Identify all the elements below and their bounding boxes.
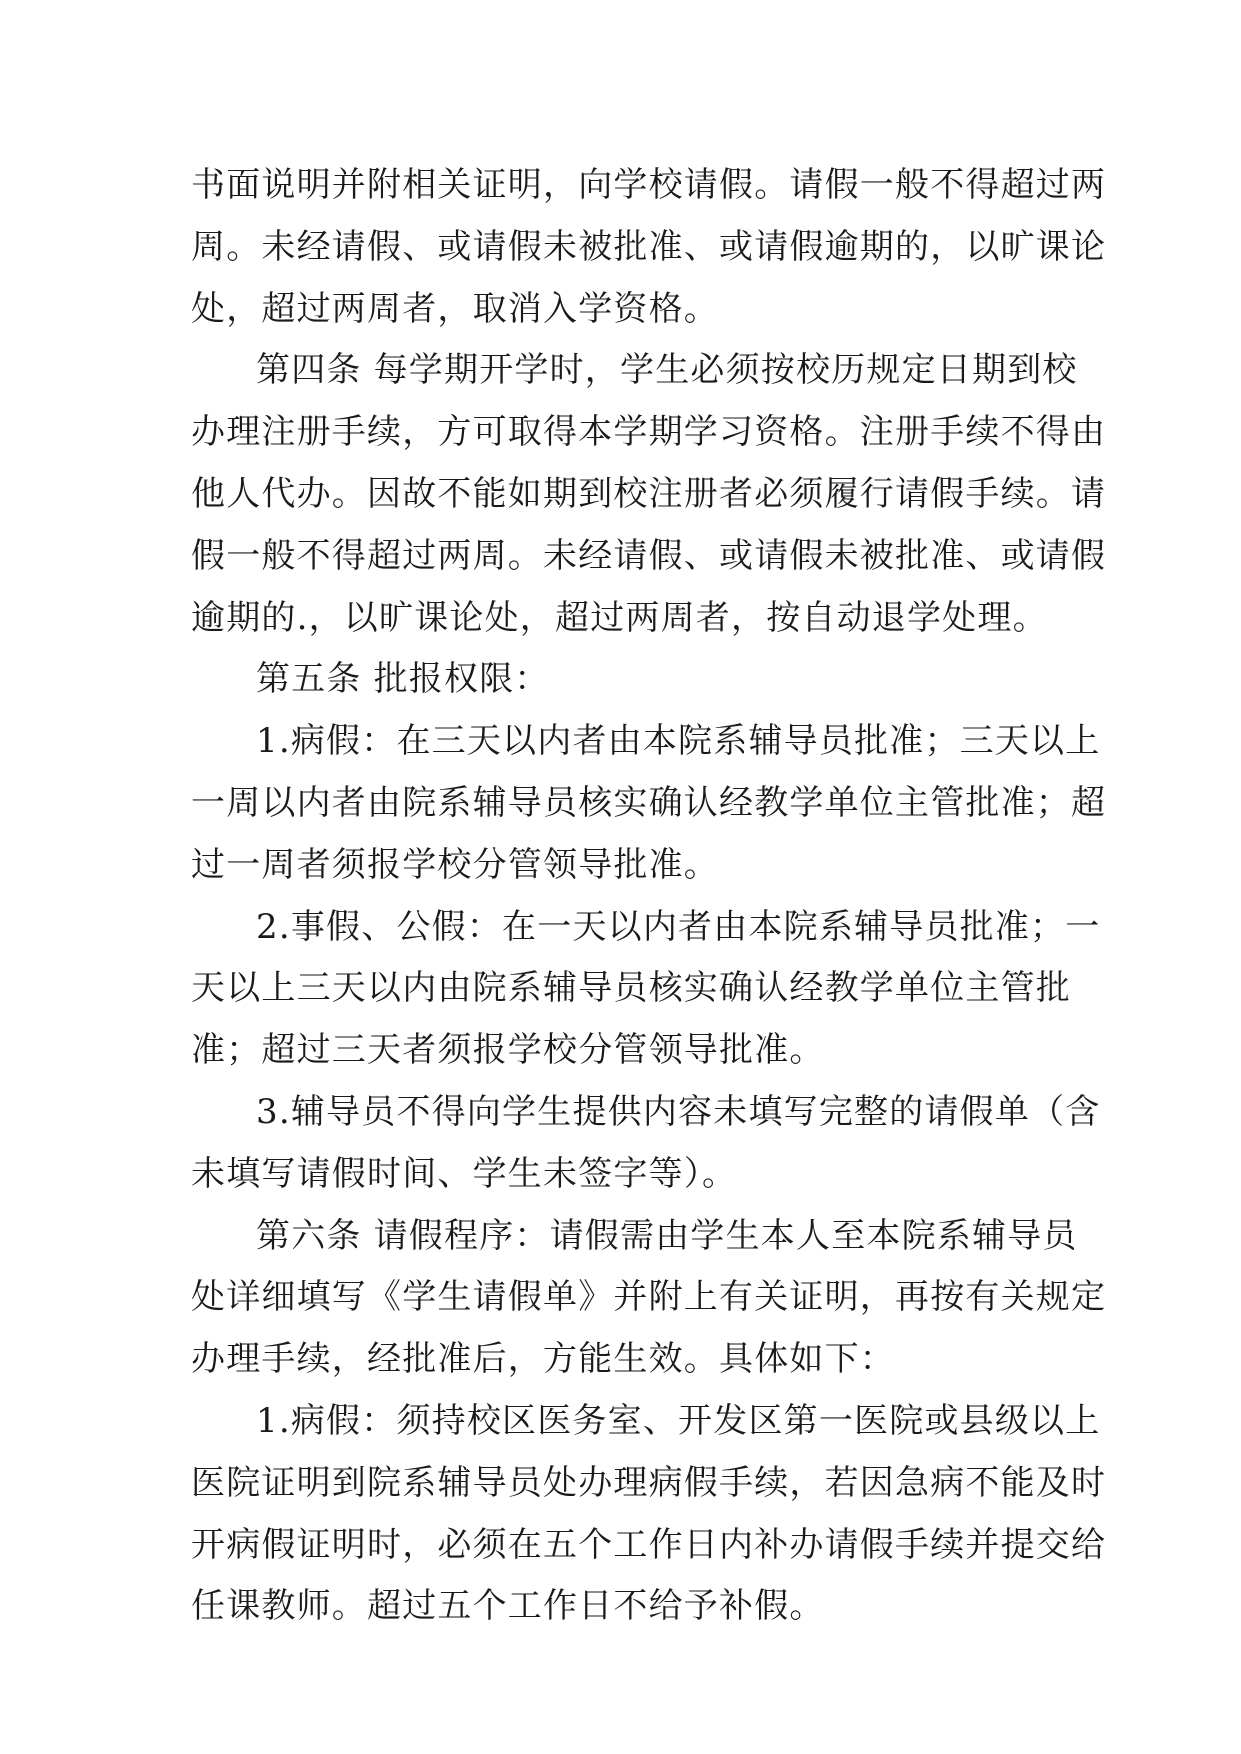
text-line: 第六条 请假程序：请假需由学生本人至本院系辅导员 — [256, 1215, 1078, 1256]
text-line: 书面说明并附相关证明，向学校请假。请假一般不得超过两 — [191, 165, 1107, 205]
text-line: 未填写请假时间、学生未签字等）。 — [191, 1153, 738, 1194]
text-line: 3.辅导员不得向学生提供内容未填写完整的请假单（含 — [256, 1091, 1101, 1132]
text-line: 开病假证明时，必须在五个工作日内补办请假手续并提交给 — [191, 1524, 1107, 1565]
text-line: 第五条 批报权限： — [256, 659, 550, 700]
text-line: 一周以内者由院系辅导员核实确认经教学单位主管批准；超 — [191, 782, 1107, 823]
text-line: 天以上三天以内由院系辅导员核实确认经教学单位主管批 — [191, 968, 1071, 1009]
text-line: 1.病假：须持校区医务室、开发区第一医院或县级以上 — [256, 1400, 1101, 1441]
text-line: 处，超过两周者，取消入学资格。 — [191, 288, 719, 329]
text-line: 第四条 每学期开学时，学生必须按校历规定日期到校 — [256, 350, 1078, 391]
text-line: 医院证明到院系辅导员处办理病假手续，若因急病不能及时 — [191, 1462, 1107, 1503]
text-line: 准；超过三天者须报学校分管领导批准。 — [191, 1030, 825, 1071]
document-body — [191, 155, 1107, 1638]
text-line: 逾期的.，以旷课论处，超过两周者，按自动退学处理。 — [191, 597, 1048, 638]
text-line: 过一周者须报学校分管领导批准。 — [191, 844, 719, 885]
text-line: 办理手续，经批准后，方能生效。具体如下： — [191, 1339, 895, 1380]
text-line: 任课教师。超过五个工作日不给予补假。 — [191, 1586, 825, 1627]
text-line: 处详细填写《学生请假单》并附上有关证明，再按有关规定 — [191, 1277, 1107, 1318]
text-line: 2.事假、公假：在一天以内者由本院系辅导员批准；一 — [256, 906, 1101, 947]
text-line: 周。未经请假、或请假未被批准、或请假逾期的，以旷课论 — [191, 226, 1107, 267]
text-line: 1.病假：在三天以内者由本院系辅导员批准；三天以上 — [256, 721, 1101, 762]
text-line: 办理注册手续，方可取得本学期学习资格。注册手续不得由 — [191, 412, 1107, 453]
text-line: 他人代办。因故不能如期到校注册者必须履行请假手续。请 — [191, 473, 1107, 514]
text-line: 假一般不得超过两周。未经请假、或请假未被批准、或请假 — [191, 535, 1107, 576]
